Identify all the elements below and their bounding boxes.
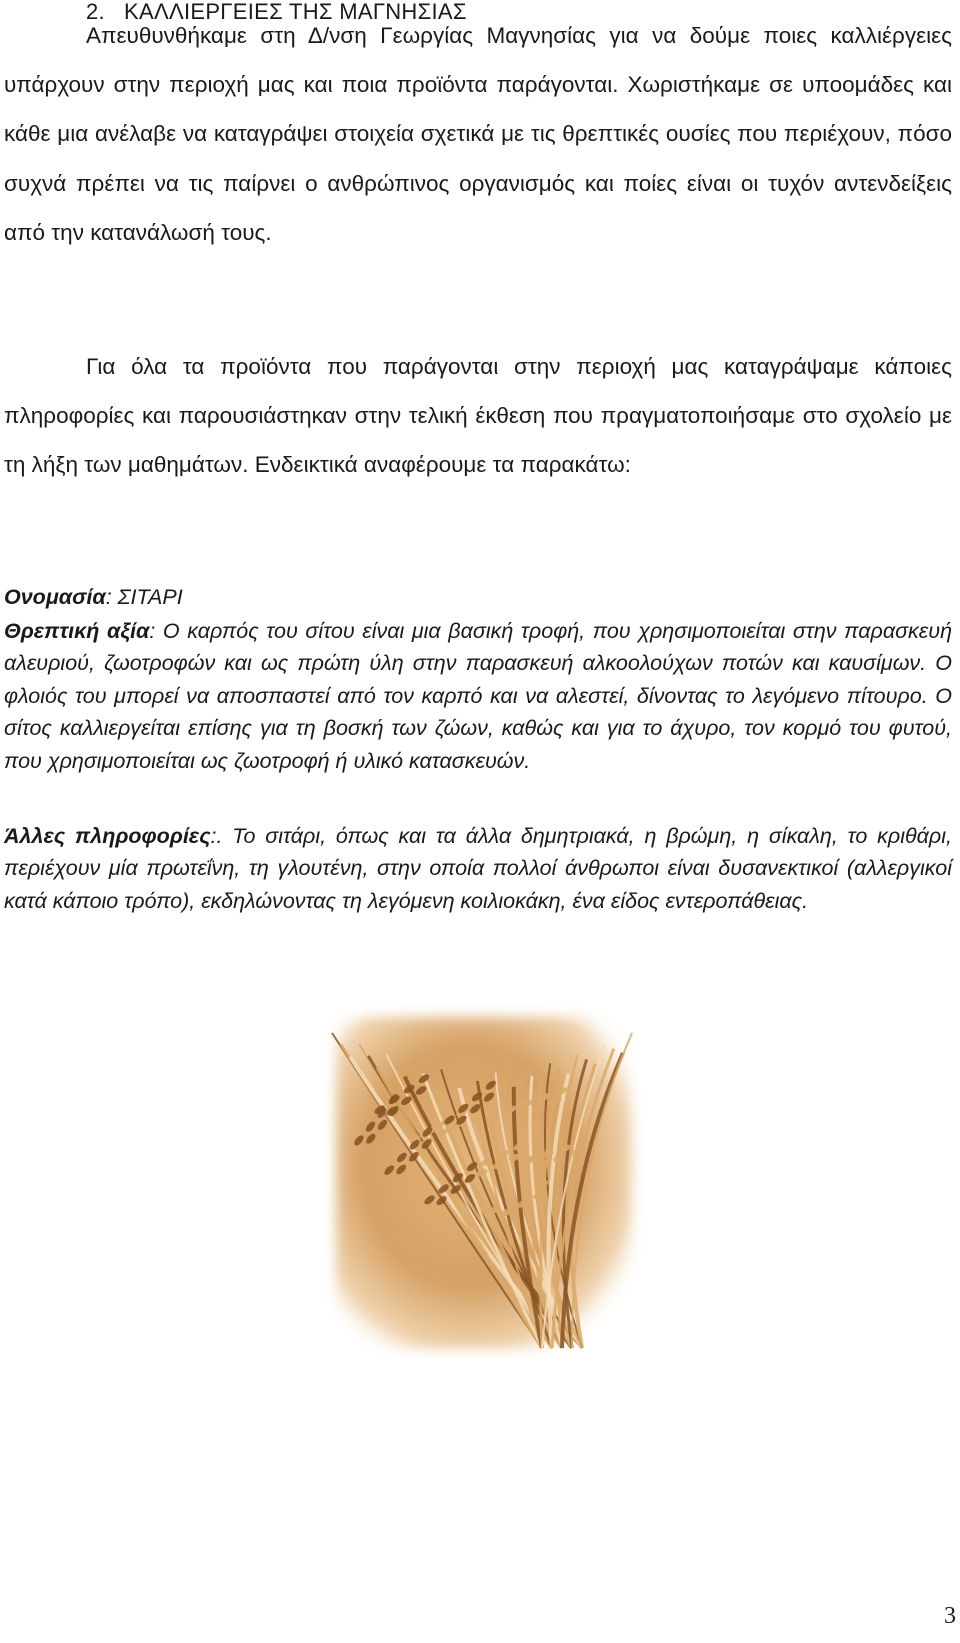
paragraph-intro bbox=[4, 11, 952, 257]
product-name-label: Ονομασία bbox=[4, 585, 106, 609]
other-info-text: :. Το σιτάρι, όπως και τα άλλα δημητριακά, η βρώμη, η σίκαλη, το κριθάρι, περιέχουν μία πρωτεΐνη, τη γλουτένη, στην οποία πολλοί άνθρωποι είναι δυσανεκτικοί (αλλεργικοί κατά κάποιο τρόπο), εκδηλώνοντας τη λεγόμενη κοιλιοκάκη, ένα είδος εντεροπάθειας. bbox=[4, 824, 952, 913]
product-other-info bbox=[4, 820, 952, 917]
paragraph-intro-text: Απευθυνθήκαμε στη Δ/νση Γεωργίας Μαγνησίας για να δούμε ποιες καλλιέργειες υπάρχουν στην περιοχή μας και ποια προϊόντα παράγονται. Χωριστήκαμε σε υποομάδες και κάθε μια ανέλαβε να καταγράψει στοιχεία σχετικά με τις θρεπτικές ουσίες που περιέχουν, πόσο συχνά πρέπει να τις παίρνει ο ανθρώπινος οργανισμός και ποίες είναι οι τυχόν αντενδείξεις από την κατανάλωσή τους. bbox=[4, 23, 952, 245]
nutrition-label: Θρεπτική αξία bbox=[4, 619, 150, 643]
paragraph-products-text: Για όλα τα προϊόντα που παράγονται στην περιοχή μας καταγράψαμε κάποιες πληροφορίες και παρουσιάστηκαν στην τελική έκθεση που πραγματοποιήσαμε στο σχολείο με τη λήξη των μαθημάτων. Ενδεικτικά αναφέρουμε τα παρακάτω: bbox=[4, 354, 952, 478]
paragraph-products bbox=[4, 342, 952, 490]
section-title: ΚΑΛΛΙΕΡΓΕΙΕΣ ΤΗΣ ΜΑΓΝΗΣΙΑΣ bbox=[124, 0, 467, 24]
wheat-bundle-icon bbox=[322, 1003, 646, 1363]
product-nutrition bbox=[4, 615, 952, 777]
wheat-image bbox=[322, 1003, 646, 1363]
product-name-line bbox=[4, 581, 952, 613]
section-number: 2. bbox=[86, 0, 105, 24]
image-background bbox=[336, 1017, 632, 1349]
page-number: 3 bbox=[944, 1603, 956, 1629]
product-name-value: : ΣΙΤΑΡΙ bbox=[105, 585, 183, 609]
other-info-label: Άλλες πληροφορίες bbox=[4, 824, 211, 848]
nutrition-text: : Ο καρπός του σίτου είναι μια βασική τροφή, που χρησιμοποιείται στην παρασκευή αλευριού, ζωοτροφών και ως πρώτη ύλη στην παρασκευή αλκοολούχων ποτών και καυσίμων. Ο φλοιός του μπορεί να αποσπαστεί από τον καρπό και να αλεστεί, δίνοντας το λεγόμενο πίτουρο. Ο σίτος καλλιεργείται επίσης για τη βοσκή των ζώων, καθώς και για το άχυρο, τον κορμό του φυτού, που χρησιμοποιείται ως ζωοτροφή ή υλικό κατασκευών. bbox=[4, 619, 953, 773]
